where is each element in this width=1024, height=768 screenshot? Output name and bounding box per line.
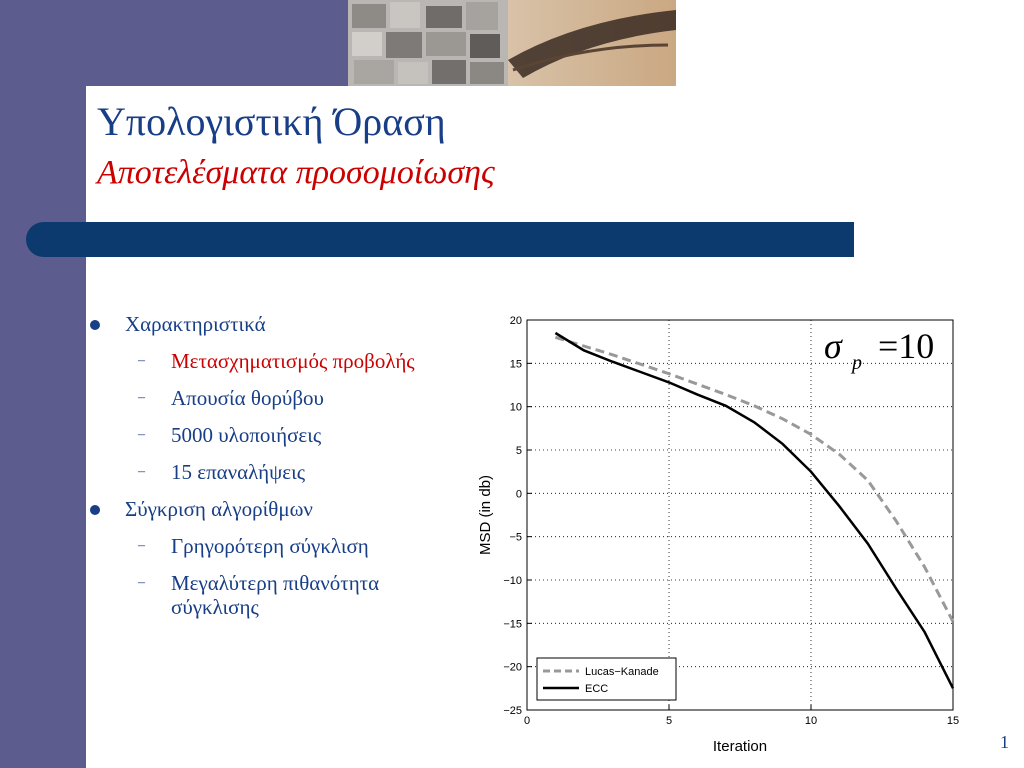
- sub-bullet-item: [88, 423, 460, 460]
- plot-area: [527, 320, 953, 710]
- y-tick-label: −10: [503, 575, 522, 587]
- header-image: [348, 0, 676, 86]
- bullet-item: [88, 312, 460, 349]
- y-axis-label: MSD (in db): [477, 474, 494, 556]
- sigma-subscript: p: [852, 352, 862, 374]
- sub-bullet-text: 5000 υλοποιήσεις: [171, 423, 322, 447]
- slide-subtitle: Αποτελέσματα προσομοίωσης: [97, 154, 495, 191]
- bullet-dot-icon: [90, 505, 100, 515]
- msd-chart: [474, 306, 960, 762]
- sub-bullet-item: [88, 349, 460, 386]
- sub-bullet-text: Απουσία θορύβου: [171, 386, 324, 410]
- sub-bullet-item: [88, 460, 460, 497]
- y-tick-label: 15: [509, 358, 522, 371]
- sub-bullet-text: Γρηγορότερη σύγκλιση: [171, 534, 369, 558]
- slide-title: Υπολογιστική Όραση: [97, 99, 446, 144]
- y-tick-label: −25: [503, 705, 522, 717]
- x-tick-label: 15: [946, 715, 960, 727]
- sub-bullet-item: [88, 386, 460, 423]
- y-tick-label: −5: [509, 531, 522, 544]
- y-tick-label: 5: [515, 445, 522, 457]
- sub-bullet-text: 15 επαναλήψεις: [171, 460, 306, 484]
- bullet-item: [88, 497, 460, 534]
- bullet-list: [88, 312, 460, 619]
- legend-label: ECC: [585, 683, 609, 695]
- dash-icon: –: [138, 538, 145, 553]
- sigma-value: =10: [878, 326, 935, 366]
- dash-icon: –: [138, 353, 145, 368]
- bullet-dot-icon: [90, 320, 100, 330]
- sub-bullet-item: [88, 571, 431, 619]
- y-tick-label: 0: [515, 488, 522, 501]
- sub-bullet-item: [88, 534, 460, 571]
- title-divider-bar: [26, 222, 854, 257]
- x-tick-label: 0: [523, 715, 531, 727]
- x-tick-label: 10: [804, 715, 818, 727]
- sigma-symbol: σ: [824, 326, 842, 366]
- y-tick-label: −20: [503, 661, 522, 674]
- dash-icon: –: [138, 427, 145, 442]
- y-tick-label: 20: [509, 315, 522, 327]
- x-axis-label: Iteration: [712, 738, 768, 755]
- x-tick-label: 5: [665, 715, 673, 727]
- page-number: 1: [1000, 732, 1009, 752]
- slide-top-band: [86, 0, 348, 86]
- legend-label: Lucas−Kanade: [585, 666, 659, 678]
- y-tick-label: −15: [503, 618, 522, 631]
- sub-bullet-text: Μεγαλύτερη πιθανότητα σύγκλισης: [171, 571, 380, 619]
- dash-icon: –: [138, 575, 145, 590]
- dash-icon: –: [138, 464, 145, 479]
- y-tick-label: 10: [509, 401, 522, 414]
- sub-bullet-text: Μετασχηματισμός προβολής: [171, 349, 415, 373]
- slide-sidebar: [0, 0, 86, 768]
- bullet-text: Σύγκριση αλγορίθμων: [125, 497, 313, 521]
- dash-icon: –: [138, 390, 145, 405]
- bullet-text: Χαρακτηριστικά: [125, 312, 266, 336]
